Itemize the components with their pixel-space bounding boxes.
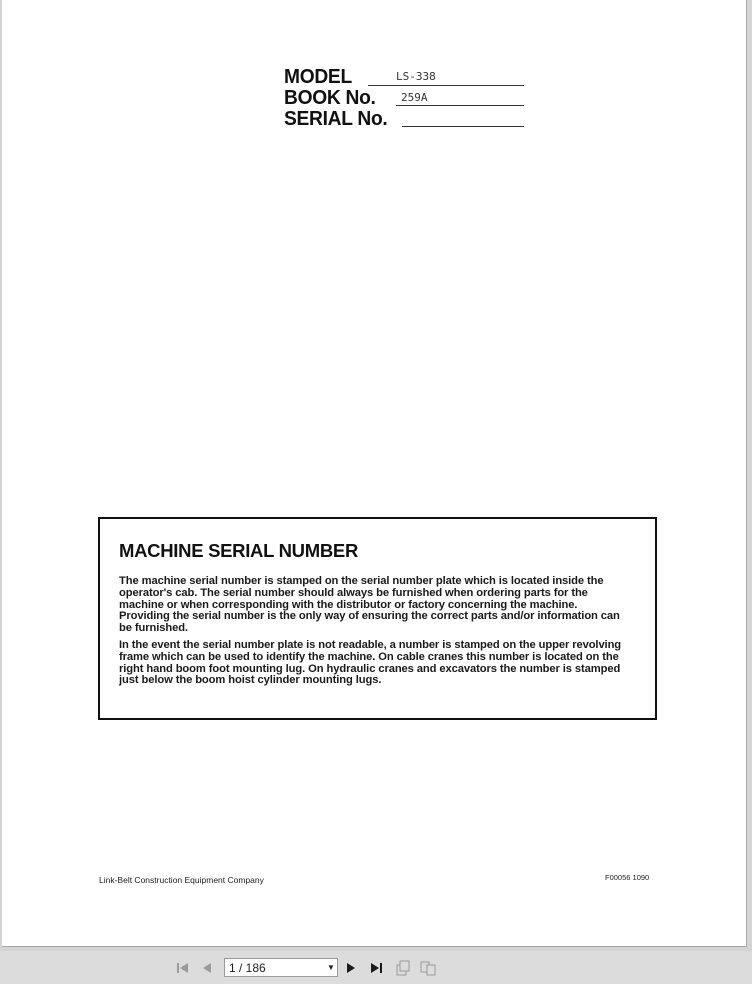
model-info-block bbox=[284, 66, 529, 129]
book-label: BOOK No. bbox=[284, 87, 376, 109]
two-page-view-icon[interactable] bbox=[419, 959, 437, 977]
serial-number-notice-box bbox=[98, 517, 657, 720]
last-page-icon[interactable] bbox=[368, 959, 384, 977]
viewer-toolbar bbox=[0, 951, 752, 984]
model-underline bbox=[368, 85, 524, 86]
serial-row bbox=[284, 108, 529, 129]
single-page-view-icon[interactable] bbox=[394, 959, 412, 977]
footer-code: F00056 1090 bbox=[605, 873, 650, 882]
chevron-down-icon: ▼ bbox=[327, 963, 335, 972]
page-indicator: 1 / 186 bbox=[229, 960, 266, 975]
first-page-icon[interactable] bbox=[175, 959, 191, 977]
footer-company: Link-Belt Construction Equipment Company bbox=[99, 875, 264, 885]
model-value: LS-338 bbox=[396, 70, 436, 83]
serial-label: SERIAL No. bbox=[284, 108, 388, 130]
book-value: 259A bbox=[401, 91, 428, 104]
notice-paragraph-1: The machine serial number is stamped on the serial number plate which is located inside the operator's cab. The serial number should always be furnished when ordering parts for the machine or when corresponding with the distributor or factory concerning the machine. Providing the serial number is the only way of ensuring the correct parts and/or information can be furnished. bbox=[119, 575, 620, 635]
document-page bbox=[2, 0, 747, 947]
book-row bbox=[284, 87, 529, 108]
next-page-icon[interactable] bbox=[344, 959, 358, 977]
model-label: MODEL bbox=[284, 66, 352, 88]
previous-page-icon[interactable] bbox=[200, 959, 214, 977]
notice-title: MACHINE SERIAL NUMBER bbox=[119, 540, 359, 561]
serial-underline bbox=[402, 126, 524, 127]
notice-paragraph-2: In the event the serial number plate is not readable, a number is stamped on the upper revolving frame which can be used to identify the machine. On cable cranes this number is located on the right hand boom foot mounting lug. On hydraulic cranes and excavators the number is stamped just below the boom hoist cylinder mounting lugs. bbox=[119, 639, 622, 687]
model-row bbox=[284, 66, 529, 87]
page-number-select[interactable] bbox=[224, 958, 338, 977]
book-underline bbox=[396, 105, 524, 106]
